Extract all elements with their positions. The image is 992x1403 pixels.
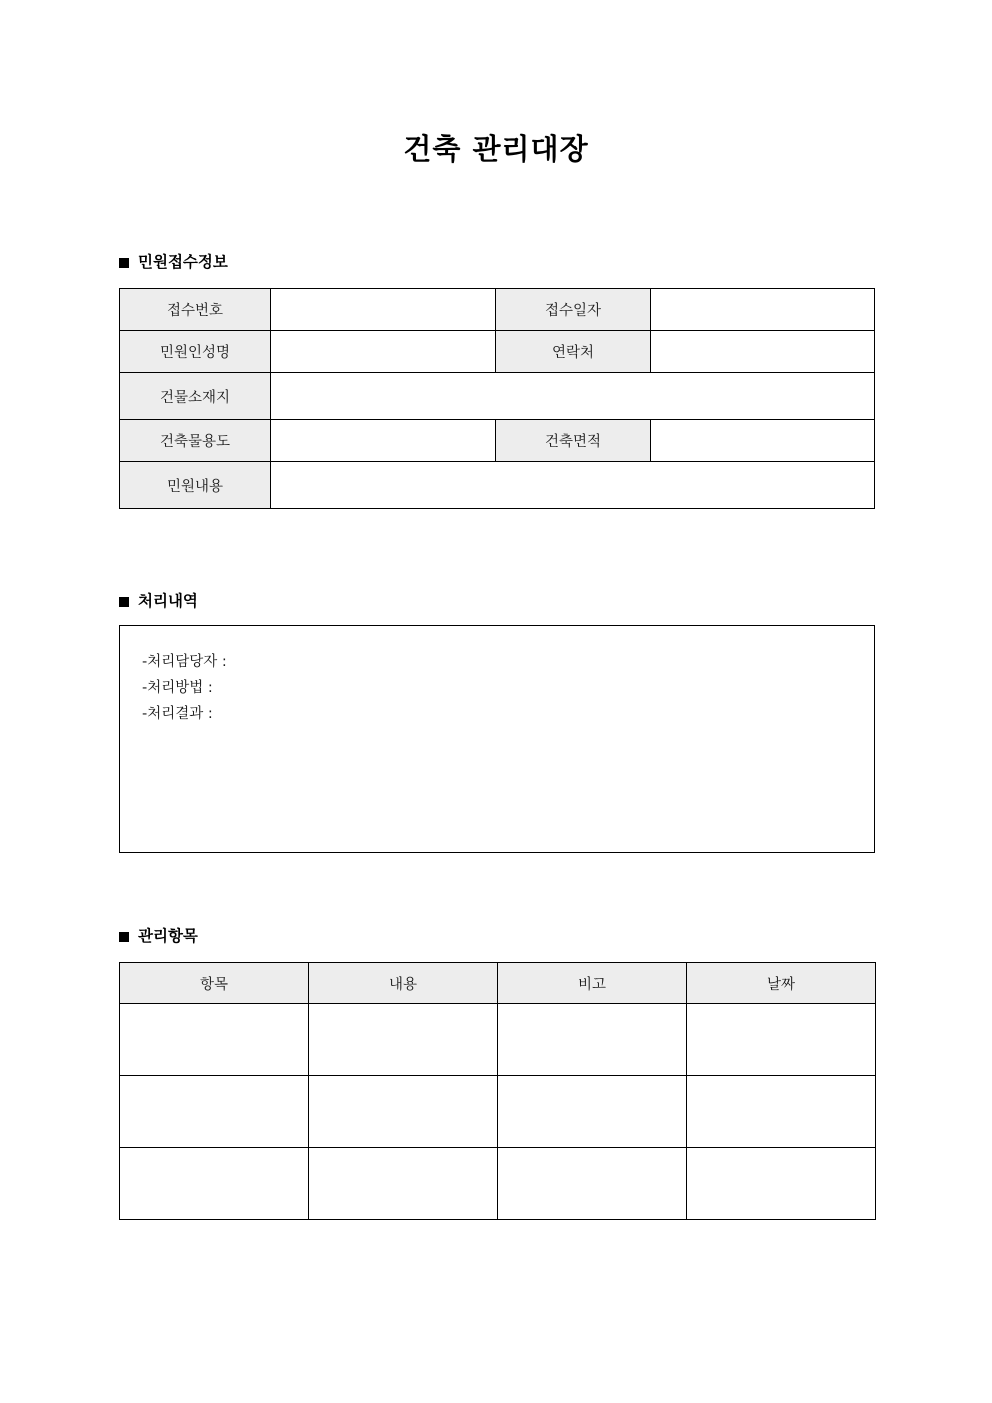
label-receipt-date: 접수일자 (496, 289, 651, 331)
section-heading-reception-label: 민원접수정보 (138, 253, 228, 271)
table-row (120, 289, 875, 331)
field-building-usage[interactable] (271, 420, 496, 462)
table-row (120, 1148, 876, 1220)
cell-remarks[interactable] (498, 1148, 687, 1220)
square-bullet-icon (119, 258, 129, 268)
field-building-location[interactable] (271, 373, 875, 420)
field-contact[interactable] (651, 331, 875, 373)
cell-item[interactable] (120, 1148, 309, 1220)
cell-item[interactable] (120, 1076, 309, 1148)
table-row (120, 1076, 876, 1148)
cell-date[interactable] (687, 1148, 876, 1220)
label-building-area: 건축면적 (496, 420, 651, 462)
processing-details-box[interactable] (119, 625, 875, 853)
processing-line-result: -처리결과 : (142, 706, 213, 722)
table-row (120, 462, 875, 509)
column-header-item: 항목 (120, 963, 309, 1004)
column-header-date: 날짜 (687, 963, 876, 1004)
table-header-row (120, 963, 876, 1004)
label-contact: 연락처 (496, 331, 651, 373)
cell-remarks[interactable] (498, 1076, 687, 1148)
field-complainant-name[interactable] (271, 331, 496, 373)
cell-item[interactable] (120, 1004, 309, 1076)
processing-line-method: -처리방법 : (142, 680, 213, 696)
cell-date[interactable] (687, 1004, 876, 1076)
section-heading-processing-label: 처리내역 (138, 592, 198, 610)
table-row (120, 331, 875, 373)
reception-info-table (119, 288, 875, 509)
cell-content[interactable] (309, 1076, 498, 1148)
column-header-content: 내용 (309, 963, 498, 1004)
page-title: 건축 관리대장 (403, 132, 589, 166)
cell-remarks[interactable] (498, 1004, 687, 1076)
section-heading-reception (119, 255, 228, 271)
label-complaint-content: 민원내용 (120, 462, 271, 509)
square-bullet-icon (119, 597, 129, 607)
label-building-location: 건물소재지 (120, 373, 271, 420)
section-heading-management (119, 929, 198, 945)
field-complaint-content[interactable] (271, 462, 875, 509)
management-items-table (119, 962, 876, 1220)
field-building-area[interactable] (651, 420, 875, 462)
column-header-remarks: 비고 (498, 963, 687, 1004)
label-building-usage: 건축물용도 (120, 420, 271, 462)
processing-lines (142, 649, 874, 727)
field-receipt-date[interactable] (651, 289, 875, 331)
label-complainant-name: 민원인성명 (120, 331, 271, 373)
cell-date[interactable] (687, 1076, 876, 1148)
field-receipt-number[interactable] (271, 289, 496, 331)
table-row (120, 373, 875, 420)
section-heading-management-label: 관리항목 (138, 927, 198, 945)
table-row (120, 1004, 876, 1076)
section-heading-processing (119, 594, 198, 610)
square-bullet-icon (119, 932, 129, 942)
label-receipt-number: 접수번호 (120, 289, 271, 331)
cell-content[interactable] (309, 1004, 498, 1076)
table-row (120, 420, 875, 462)
processing-line-handler: -처리담당자 : (142, 654, 227, 670)
cell-content[interactable] (309, 1148, 498, 1220)
